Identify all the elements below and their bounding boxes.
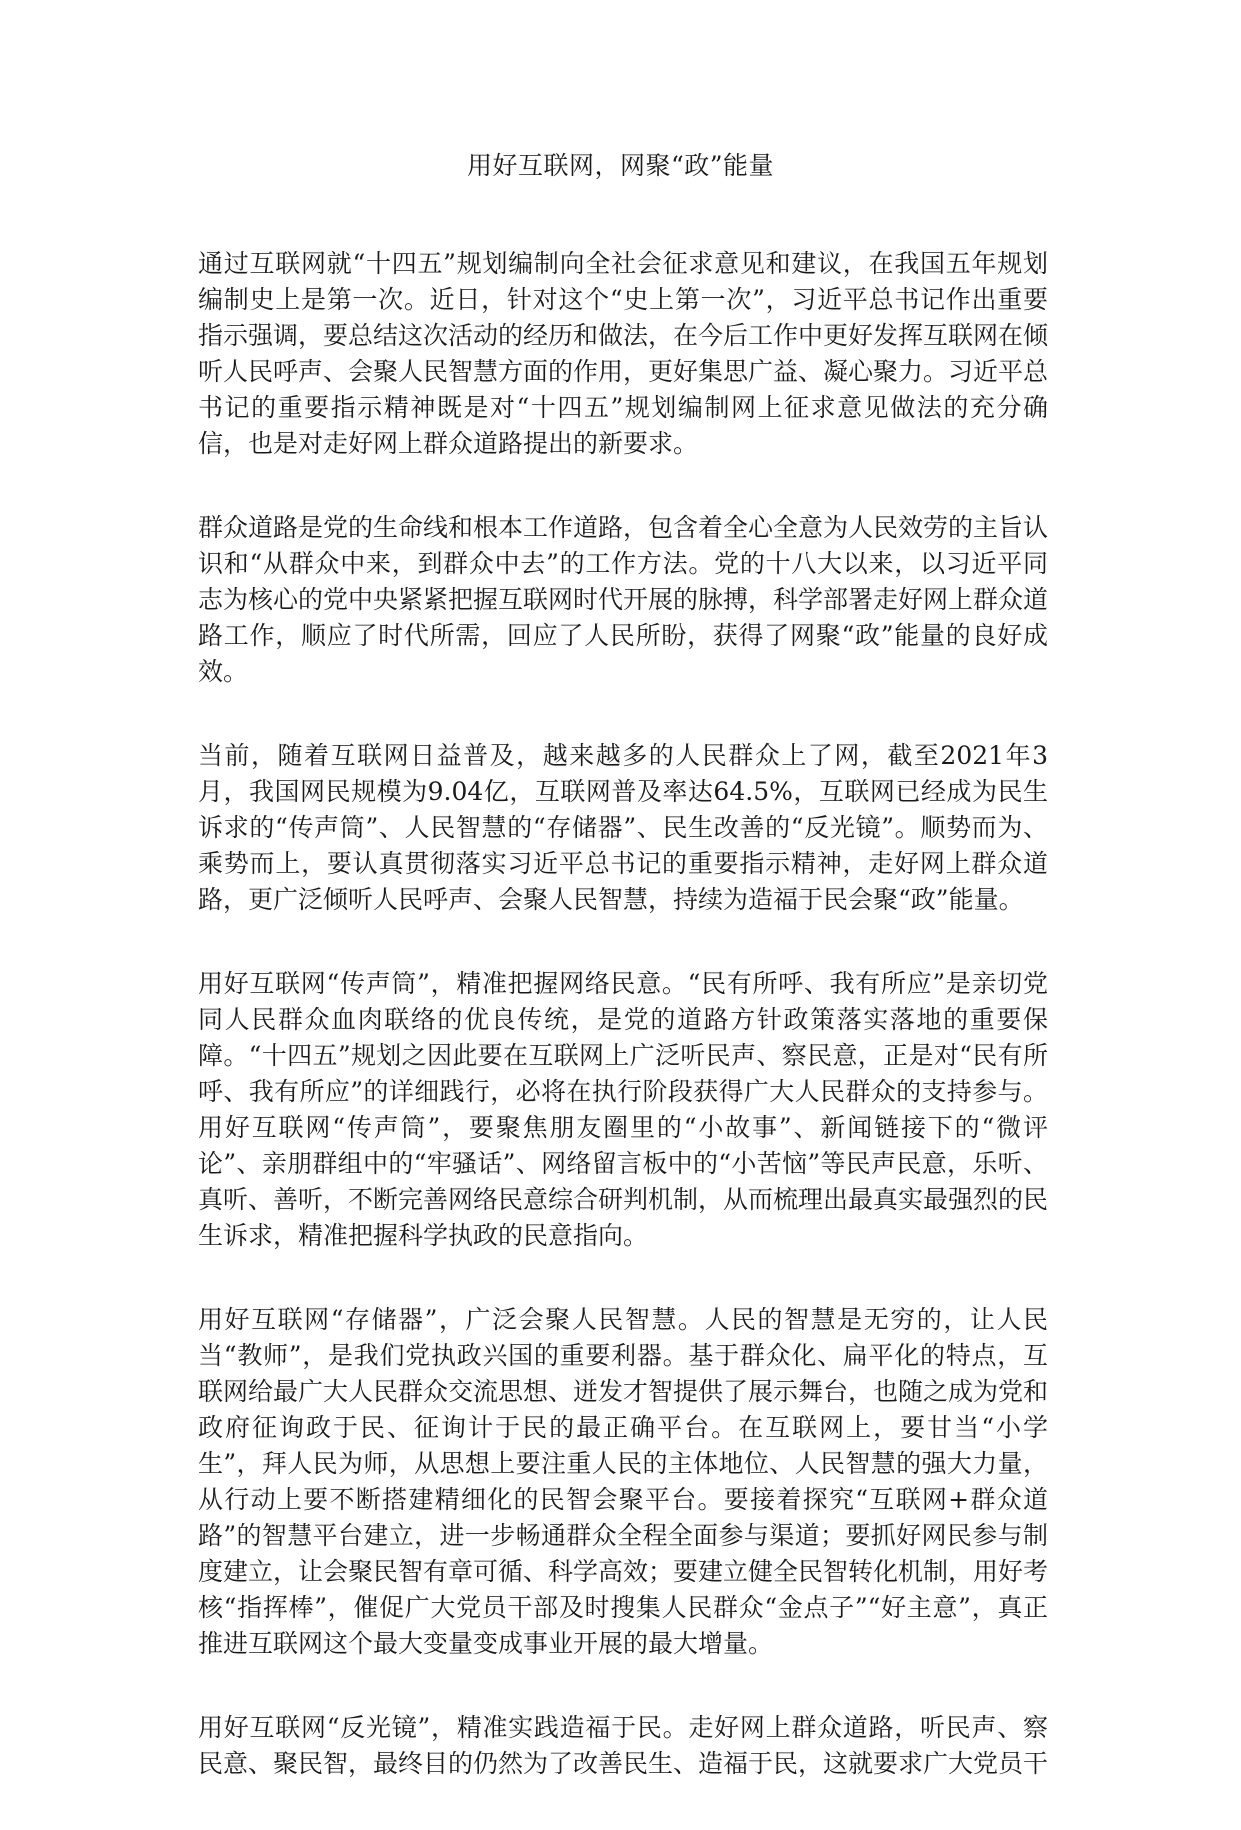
paragraph: 通过互联网就“十四五”规划编制向全社会征求意见和建议，在我国五年规划编制史上是第一次。近日，针对这个“史上第一次”，习近平总书记作出重要指示强调，要总结这次活动的经历和做法，在今后工作中更好发挥互联网在倾听人民呼声、会聚人民智慧方面的作用，更好集思广益、凝心聚力。习近平总书记的重要指示精神既是对“十四五”规划编制网上征求意见做法的充分确信，也是对走好网上群众道路提出的新要求。 [198,249,1049,458]
paragraph: 当前，随着互联网日益普及，越来越多的人民群众上了网，截至2021年3月，我国网民规模为9.04亿，互联网普及率达64.5%，互联网已经成为民生诉求的“传声筒”、人民智慧的“存储器”、民生改善的“反光镜”。顺势而为、乘势而上，要认真贯彻落实习近平总书记的重要指示精神，走好网上群众道路，更广泛倾听人民呼声、会聚人民智慧，持续为造福于民会聚“政”能量。 [198,741,1048,914]
document-body [198,246,1048,1830]
document-title: 用好互联网，网聚“政”能量 [466,151,775,180]
paragraph: 用好互联网“存储器”，广泛会聚人民智慧。人民的智慧是无穷的，让人民当“教师”，是我们党执政兴国的重要利器。基于群众化、扁平化的特点，互联网给最广大人民群众交流思想、迸发才智提供了展示舞台，也随之成为党和政府征询政于民、征询计于民的最正确平台。在互联网上，要甘当“小学生”，拜人民为师，从思想上要注重人民的主体地位、人民智慧的强大力量，从行动上要不断搭建精细化的民智会聚平台。要接着探究“互联网+群众道路”的智慧平台建立，进一步畅通群众全程全面参与渠道；要抓好网民参与制度建立，让会聚民智有章可循、科学高效；要建立健全民智转化机制，用好考核“指挥棒”，催促广大党员干部及时搜集人民群众“金点子”“好主意”，真正推进互联网这个最大变量变成事业开展的最大增量。 [198,1305,1049,1658]
paragraph: 群众道路是党的生命线和根本工作道路，包含着全心全意为人民效劳的主旨认识和“从群众中来，到群众中去”的工作方法。党的十八大以来，以习近平同志为核心的党中央紧紧把握互联网时代开展的脉搏，科学部署走好网上群众道路工作，顺应了时代所需，回应了人民所盼，获得了网聚“政”能量的良好成效。 [198,513,1049,686]
paragraph: 用好互联网“传声筒”，精准把握网络民意。“民有所呼、我有所应”是亲切党同人民群众血肉联络的优良传统，是党的道路方针政策落实落地的重要保障。“十四五”规划之因此要在互联网上广泛听民声、察民意，正是对“民有所呼、我有所应”的详细践行，必将在执行阶段获得广大人民群众的支持参与。用好互联网“传声筒”，要聚焦朋友圈里的“小故事”、新闻链接下的“微评论”、亲朋群组中的“牢骚话”、网络留言板中的“小苦恼”等民声民意，乐听、真听、善听，不断完善网络民意综合研判机制，从而梳理出最真实最强烈的民生诉求，精准把握科学执政的民意指向。 [198,969,1049,1250]
paragraph: 用好互联网“反光镜”，精准实践造福于民。走好网上群众道路，听民声、察民意、聚民智，最终目的仍然为了改善民生、造福于民，这就要求广大党员干 [198,1713,1049,1778]
